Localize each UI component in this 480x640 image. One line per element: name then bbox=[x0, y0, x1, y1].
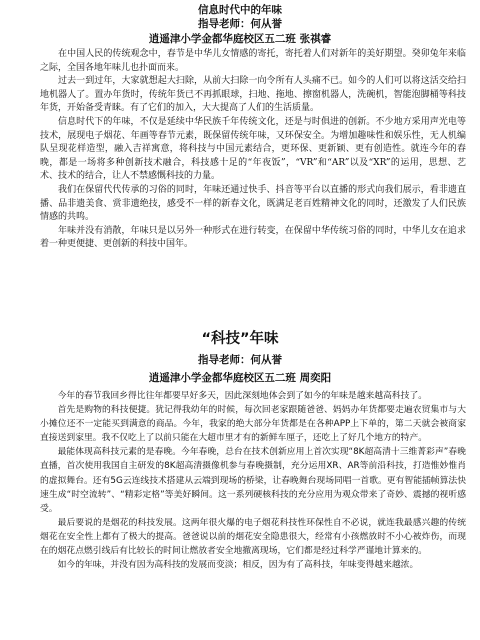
essay1-title: 信息时代中的年味 bbox=[198, 4, 282, 16]
essay1-paragraph: 过去一到过年，大家就想起大扫除，从前大扫除一向令所有人头痛不已。如今的人们可以将这活交给扫地机器人了。置办年货时，传统年货已不再抓眼球，扫地、拖地、擦窗机器人，洗碗机，智能泡脚桶等科技年货，开始备受青睐。有了它们的加入，大大提高了人们的生活质量。 bbox=[40, 76, 466, 114]
essay2-title: “科技”年味 bbox=[201, 331, 279, 347]
essay1-paragraph: 信息时代下的年味，不仅是延续中华民族千年传统文化，还是与时俱进的创新。不少地方采用声光电等技术，展现电子烟花、年画等春节元素，既保留传统年味，又环保安全。为增加趣味性和娱乐性，无人机编队呈现花样造型，融入吉祥寓意，将科技与中国元素结合，更环保、更新颖、更有创造性。就连今年的春晚，都是一场将多种创新技术融合，科技感十足的“年夜饭”，“VR”和“AR”以及“XR”的运用，思想、艺术、技术的结合，让人不禁感慨科技的力量。 bbox=[40, 116, 466, 182]
essay1-paragraph: 年味并没有消散，年味只是以另外一种形式在进行转变，在保留中华传统习俗的同时，中华儿女在追求着一种更便捷、更创新的科技中国年。 bbox=[40, 225, 466, 250]
essay1-paragraph: 在中国人民的传统观念中，春节是中华儿女情感的寄托，寄托着人们对新年的美好期望。癸卯兔年来临之际，全国各地年味儿也扑面而来。 bbox=[40, 49, 466, 73]
essay2-body bbox=[40, 389, 466, 572]
essay2-paragraph: 最后要说的是烟花的科技发展。这两年很火爆的电子烟花科技性环保性自不必说，就连我最感兴趣的传统烟花在安全性上都有了极大的提高。爸爸说以前的烟花安全隐患很大，经常有小孩燃放时不小心被炸伤，而现在的烟花点燃引线后有比较长的时间让燃放者安全地撤离现场，它们都是经过科学严谨地计算来的。 bbox=[40, 517, 466, 557]
essay1-school-author: 逍遥津小学金都华庭校区五二班 张祺睿 bbox=[148, 33, 332, 45]
essay2-school-author: 逍遥津小学金都华庭校区五二班 周奕阳 bbox=[148, 372, 332, 384]
essay2-paragraph: 最能体现高科技元素的是春晚。今年春晚，总台在技术创新应用上首次实现“8K超高清十三维菁彩声”春晚直播，首次使用我国自主研发的8K超高清摄像机参与春晚摄制，充分运用XR、AR等前沿科技，打造惟妙惟肖的虚拟舞台。还有5G云连线技术搭建从云端到现场的桥梁，让春晚舞台现场同唱一首歌。更有智能插帧算法快速生成“时空流转”、“精彩定格”等美好瞬间。这一系列硬核科技的充分应用为观众带来了奇妙、震撼的视听感受。 bbox=[40, 447, 466, 514]
essay2-paragraph: 首先是购物的科技便捷。犹记得我幼年的时候，每次回老家跟随爸爸、妈妈办年货都要走遍农贸集市与大小摊位还不一定能买到满意的商品。今年，我家的绝大部分年货都是在各种APP上下单的，第二天就会被商家直接送到家里。我不仅吃上了以前只能在大超市里才有的新鲜车厘子，还吃上了好几个地方的特产。 bbox=[40, 405, 466, 444]
essay2-paragraph: 如今的年味，并没有因为高科技的发展而变淡；相反，因为有了高科技，年味变得越来越浓。 bbox=[57, 560, 419, 571]
essay1-teacher: 指导老师：何从誉 bbox=[198, 18, 282, 30]
essay1-paragraph: 我们在保留代代传承的习俗的同时，年味还通过快手、抖音等平台以直播的形式向我们展示，看非遗直播、品非遗美食、赏非遗绝技，感受不一样的新春文化，既满足老百姓精神文化的同时，还激发了人们民族情感的共鸣。 bbox=[40, 184, 466, 223]
essay2-teacher: 指导老师：何从誉 bbox=[198, 354, 282, 366]
essay1-body bbox=[40, 48, 466, 252]
essay2-paragraph: 今年的春节我回乡得比往年都要早好多天，因此深刻地体会到了如今的年味是越来越高科技了。 bbox=[57, 391, 428, 401]
